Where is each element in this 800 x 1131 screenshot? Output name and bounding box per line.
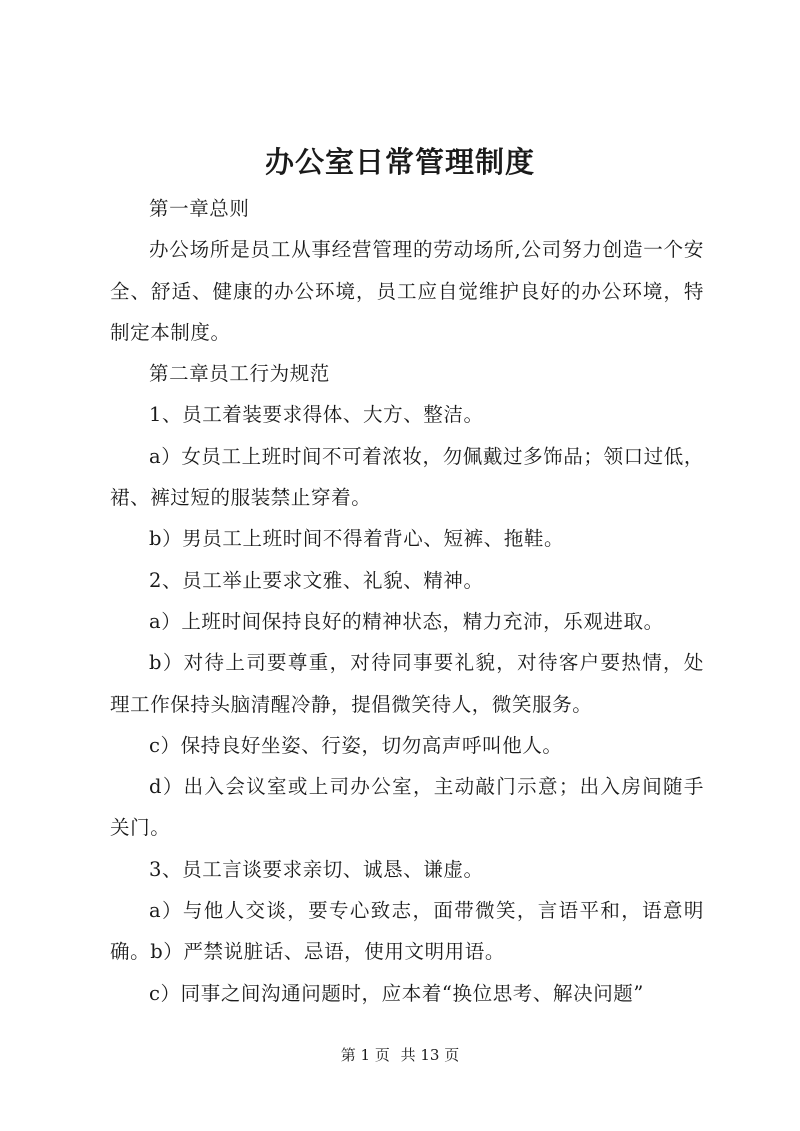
page-number: 第 1 页	[340, 1046, 390, 1064]
paragraph: a）女员工上班时间不可着浓妆，勿佩戴过多饰品；领口过低，裙、裤过短的服装禁止穿着。	[110, 444, 704, 510]
paragraph: 1、员工着装要求得体、大方、整洁。	[149, 403, 484, 427]
document-title: 办公室日常管理制度	[264, 145, 535, 179]
paragraph: b）男员工上班时间不得着背心、短裤、拖鞋。	[149, 527, 565, 551]
page-total: 共 13 页	[400, 1046, 460, 1064]
chapter-heading: 第一章总则	[149, 197, 250, 220]
paragraph: b）对待上司要尊重，对待同事要礼貌，对待客户要热情，处理工作保持头脑清醒冷静，提倡微笑待人，微笑服务。	[110, 651, 704, 716]
paragraph: d）出入会议室或上司办公室，主动敲门示意；出入房间随手关门。	[110, 775, 704, 840]
paragraph: 办公场所是员工从事经营管理的劳动场所,公司努力创造一个安全、舒适、健康的办公环境，员工应自觉维护良好的办公环境，特制定本制度。	[110, 238, 704, 344]
paragraph: c）保持良好坐姿、行姿，切勿高声呼叫他人。	[149, 733, 563, 757]
paragraph: 3、员工言谈要求亲切、诚恳、谦虚。	[149, 857, 484, 881]
page-footer	[0, 1044, 800, 1066]
paragraph: a）上班时间保持良好的精神状态，精力充沛，乐观进取。	[149, 609, 664, 633]
paragraph: c）同事之间沟通问题时，应本着“换位思考、解决问题”	[149, 981, 644, 1005]
paragraph: a）与他人交谈，要专心致志，面带微笑，言语平和，语意明确。b）严禁说脏话、忌语，使用文明用语。	[110, 899, 704, 964]
paragraph: 2、员工举止要求文雅、礼貌、精神。	[149, 568, 484, 592]
chapter-heading: 第二章员工行为规范	[149, 362, 330, 386]
document-body	[110, 188, 704, 1014]
